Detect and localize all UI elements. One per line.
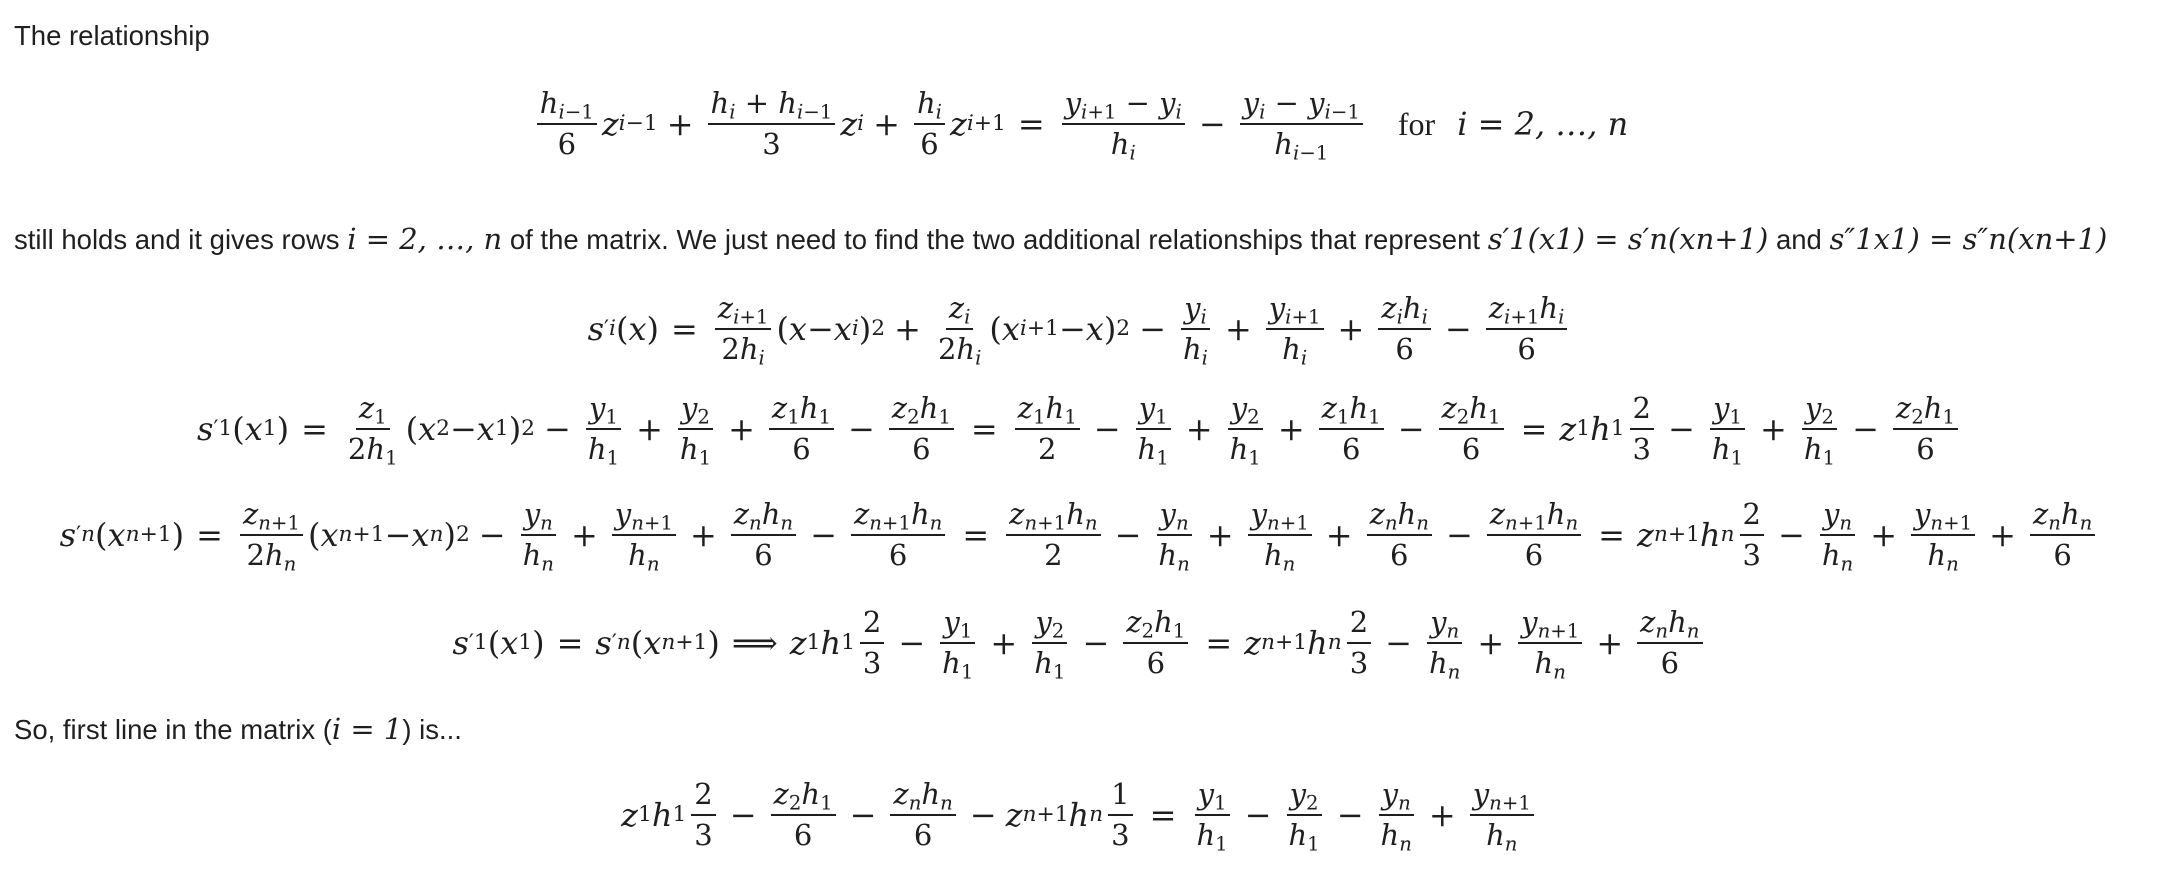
equation-derivative-at-xn1: s ′ n ( x n+1 ) = $\frac{z_{n+1}}{2h_n}$ ( x n+1 − x n ) 2 − $\frac{y_n}{h_n}$ + $\frac{y_{n+1}}{h_n}$ + $\frac{z_nh_n}{6}$ − $\frac{z_{n+1}h_n}{6}$ = $\frac{z_{n+1}h_n}{2}$ − $\frac{y_n}{h_n}$ + $\frac{y_{n+1}}{h_n}$ + $\frac{z_nh_n}{6}$ − $\frac{z_{n+1}h_n}{6}$ = z n+1 h n $\frac{2}{3}$ − $\frac{y_n}{h_n}$ + $\frac{y_{n+1}}{h_n}$ + $\frac{z_nh_n}{6}$ [0, 485, 2160, 585]
equation-derivative-general: s ′ i ( x ) = $\frac{z_{i+1}}{2h_i}$ ( x − x i ) 2 + $\frac{z_i}{2h_i}$ ( x i+1 − x ) 2 − $\frac{y_i}{h_i}$ + $\frac{y_{i+1}}{h_i}$ + $\frac{z_ih_i}{6}$ − $\frac{z_{i+1}h_i}{6}$ [0, 279, 2160, 379]
equation-recurrence: $\frac{h_{i-1}}{6}$ z i−1 + $\frac{h_i + h_{i-1}}{3}$ z i + $\frac{h_i}{6}$ z i+1 = $\frac{y_{i+1} - y_i}{h_i}$ − $\frac{y_i - y_{i-1}}{h_{i-1}}$ for i = 2, …, n [0, 74, 2160, 174]
for-keyword: for [1397, 105, 1436, 142]
middle-text-c: and [1775, 224, 1822, 255]
closing-text-a: So, first line in the matrix ( [14, 714, 332, 745]
equation-derivative-at-x1: s ′ 1 ( x 1 ) = $\frac{z_1}{2h_1}$ ( x 2 − x 1 ) 2 − $\frac{y_1}{h_1}$ + $\frac{y_2}{h_1}$ + $\frac{z_1h_1}{6}$ − $\frac{z_2h_1}{6}$ = $\frac{z_1h_1}{2}$ − $\frac{y_1}{h_1}$ + $\frac{y_2}{h_1}$ + $\frac{z_1h_1}{6}$ − $\frac{z_2h_1}{6}$ = z 1 h 1 $\frac{2}{3}$ − $\frac{y_1}{h_1}$ + $\frac{y_2}{h_1}$ − $\frac{z_2h_1}{6}$ [0, 379, 2160, 479]
equation-equality-implication: s ′ 1 ( x 1 ) = s ′ n ( x n+1 ) ⟹ z 1 h 1 $\frac{2}{3}$ − $\frac{y_1}{h_1}$ + $\frac{y_2}{h_1}$ − $\frac{z_2h_1}{6}$ = z n+1 h n $\frac{2}{3}$ − $\frac{y_n}{h_n}$ + $\frac{y_{n+1}}{h_n}$ + $\frac{z_nh_n}{6}$ [0, 593, 2160, 693]
closing-paragraph [14, 711, 462, 748]
inline-row-range: i = 2, …, n [347, 222, 503, 256]
intro-text: The relationship [14, 20, 210, 51]
intro-paragraph [14, 18, 210, 54]
middle-paragraph [14, 221, 2107, 258]
closing-text-b: ) is... [402, 714, 462, 745]
row-range: i = 2, …, n [1457, 104, 1629, 143]
middle-text-b: of the matrix. We just need to find the two additional relationships that represent [509, 224, 1481, 255]
equation-first-row: z 1 h 1 $\frac{2}{3}$ − $\frac{z_2h_1}{6}$ − $\frac{z_nh_n}{6}$ − z n+1 h n $\frac{1}{3}$ = $\frac{y_1}{h_1}$ − $\frac{y_2}{h_1}$ − $\frac{y_n}{h_n}$ + $\frac{y_{n+1}}{h_n}$ [0, 765, 2160, 865]
inline-first-row: i = 1 [331, 712, 403, 746]
inline-second-derivative-condition: s″1x1) = s″n(xn+1) [1829, 222, 2108, 256]
middle-text-a: still holds and it gives rows [14, 224, 340, 255]
inline-first-derivative-condition: s′1(x1) = s′n(xn+1) [1487, 222, 1769, 256]
